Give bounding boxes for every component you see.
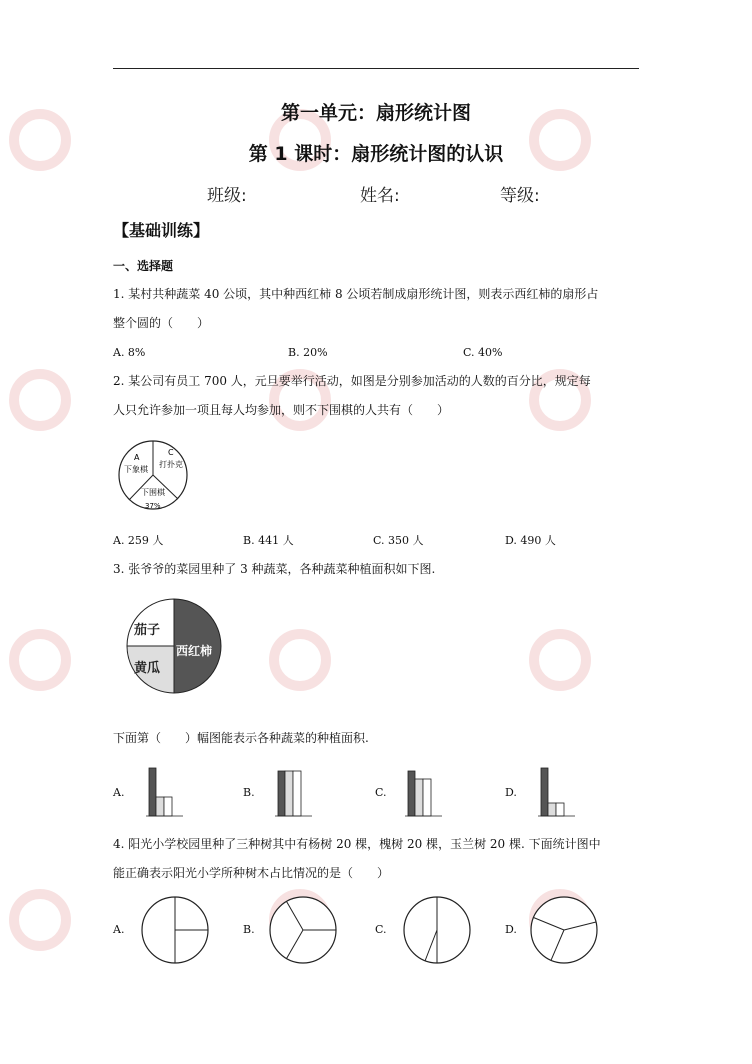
question-2-line-2: 人只允许参加一项且每人均参加，则不下围棋的人共有（ ）: [113, 403, 450, 417]
q3-option-d-chart: [535, 765, 580, 820]
q2-option-d: D. 490 人: [505, 534, 556, 547]
name-field-label: 姓名:: [360, 186, 400, 206]
q3-pie-label-eggplant: 茄子: [134, 623, 161, 638]
q2-option-b: B. 441 人: [243, 534, 294, 547]
q3-a-bar-3: [164, 797, 172, 816]
q1-option-c: C. 40%: [463, 346, 503, 359]
q3-option-b-chart: [272, 765, 317, 820]
q3-c-bar-3: [423, 779, 431, 816]
q3-option-a-letter: A.: [113, 786, 125, 799]
q3-pie-label-tomato: 西红柿: [176, 644, 213, 658]
q2-pie-b-label: 下围棋: [141, 488, 165, 497]
q2-pie-b-value: 37%: [145, 502, 161, 510]
question-2-line-1: 2. 某公司有员工 700 人，元旦要举行活动，如图是分别参加活动的人数的百分比，规定每: [113, 374, 591, 388]
q3-pie-label-cucumber: 黄瓜: [134, 661, 161, 676]
q3-d-bar-2: [548, 803, 556, 816]
grade-field-label: 等级:: [500, 186, 540, 206]
q4-option-a-letter: A.: [113, 923, 125, 936]
header-rule: [113, 68, 639, 69]
q2-pie-a-label: 下象棋: [124, 465, 148, 474]
section-heading: 【基础训练】: [113, 221, 210, 240]
q3-option-a-chart: [143, 765, 188, 820]
q4-option-b-pie: [266, 893, 340, 967]
q3-d-bar-1: [541, 768, 548, 816]
q2-pie-c-letter: C: [168, 448, 174, 457]
page-title: 第一单元：扇形统计图: [280, 102, 471, 124]
q3-b-bar-3: [293, 771, 301, 816]
q4-option-a-pie: [138, 893, 212, 967]
question-4: [113, 830, 643, 888]
question-3-line-1: 3. 张爷爷的菜园里种了 3 种蔬菜，各种蔬菜种植面积如下图.: [113, 562, 436, 576]
q1-option-a: A. 8%: [113, 346, 146, 359]
q3-a-bar-1: [149, 768, 156, 816]
q4-option-d-letter: D.: [505, 923, 517, 936]
q2-option-c: C. 350 人: [373, 534, 424, 547]
class-field-label: 班级:: [207, 186, 247, 206]
q3-d-bar-3: [556, 803, 564, 816]
q3-b-bar-1: [278, 771, 285, 816]
q4-option-c-letter: C.: [375, 923, 387, 936]
q3-c-bar-2: [415, 779, 423, 816]
q1-option-b: B. 20%: [288, 346, 328, 359]
section-subheading: 一、选择题: [113, 259, 174, 273]
question-2: [113, 367, 643, 425]
q4-option-c-pie: [400, 893, 474, 967]
q2-option-a: A. 259 人: [113, 534, 164, 547]
page-subtitle: 第 1 课时：扇形统计图的认识: [248, 143, 504, 165]
q3-pie-chart: [116, 596, 246, 696]
q2-pie-chart: [110, 437, 200, 515]
q4-option-b-letter: B.: [243, 923, 255, 936]
question-4-line-2: 能正确表示阳光小学所种树木占比情况的是（ ）: [113, 866, 390, 880]
question-1-line-2: 整个圆的（ ）: [113, 316, 210, 330]
q2-pie-c-label: 打扑克: [159, 460, 183, 469]
question-4-line-1: 4. 阳光小学校园里种了三种树其中有杨树 20 棵，槐树 20 棵，玉兰树 20 棵. 下面统计图中: [113, 837, 601, 851]
q3-b-bar-2: [285, 771, 293, 816]
question-1-line-1: 1. 某村共种蔬菜 40 公顷，其中种西红柿 8 公顷若制成扇形统计图，则表示西红柿的扇形占: [113, 287, 599, 301]
q3-option-c-letter: C.: [375, 786, 387, 799]
q3-a-bar-2: [156, 797, 164, 816]
q4-option-d-pie: [527, 893, 601, 967]
q3-option-b-letter: B.: [243, 786, 255, 799]
question-1: [113, 280, 643, 338]
q3-option-d-letter: D.: [505, 786, 517, 799]
q3-c-bar-1: [408, 771, 415, 816]
question-3-line-2: 下面第（ ）幅图能表示各种蔬菜的种植面积.: [113, 731, 369, 745]
q3-option-c-chart: [402, 765, 447, 820]
q2-pie-a-letter: A: [134, 453, 140, 462]
